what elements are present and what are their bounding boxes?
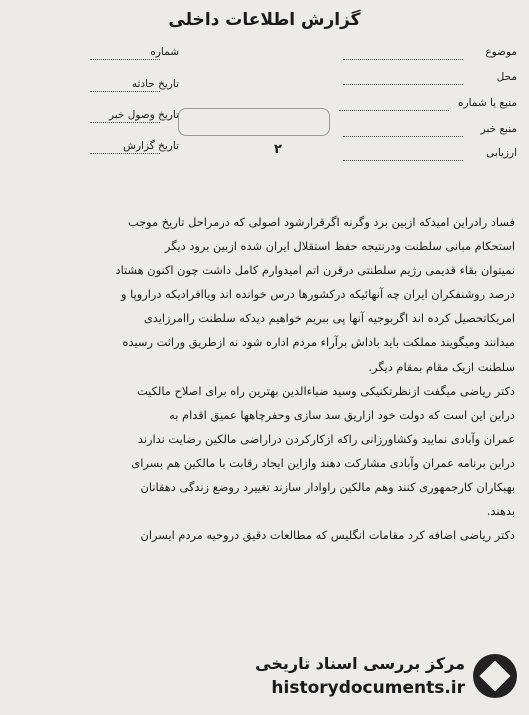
text-line: دکتر ریاضی اضافه کرد مقامات انگلیس که مطالعات دقیق دروحیه مردم ایسران [140, 528, 515, 543]
text-line: دکتر ریاضی میگفت ازنظرتکنیکی وسید ضیاءالدین بهترین راه برای اصلاح مالکیت [136, 383, 515, 398]
text-line: استحکام مبانی سلطنت ودرنتیجه حفظ استقلال ایران شده ازبین برود دیگر [164, 239, 515, 254]
text-line: نمیتوان بقاء قدیمی رژیم سلطنتی درقرن اتم امیدوارم کامل داشت چون اکنون هشتاد [115, 263, 515, 278]
paragraph-3 [15, 523, 515, 547]
page-number: ۲ [274, 142, 282, 157]
text-line: بهبکاران کارجمهوری کنند وهم مالکین راوادار سازند تغییرد روضع زندگی دهقانان [140, 480, 515, 495]
field-subject-line [343, 58, 463, 60]
text-line: دراین برنامه عمران وآبادی مشارکت دهند وازاین ایجاد رقابت با مالکین هم بسرای [131, 455, 515, 470]
watermark-url: historydocuments.ir [271, 678, 465, 698]
watermark [221, 650, 521, 710]
field-evaluation-line [343, 159, 463, 161]
field-received-date-label: تاریخ وصول خبر [108, 109, 179, 121]
text-line: میدانند ومیگویند مملکت باید باداش برآراء مردم اداره شود نه ازطریق وراثت رسیده [122, 335, 515, 350]
paragraph-2 [15, 379, 515, 524]
text-line: درصد روشنفکران ایران چه آنهائیکه درکشورها درس خوانده اند ویاافرادیکه دراروپا و [120, 287, 515, 302]
field-evaluation-label: ارزیابی [486, 147, 517, 159]
text-line: دراین این است که دولت خود ازاریق سد سازی وحفرچاهها عمیق اقدام به [169, 407, 515, 422]
report-body [15, 210, 515, 547]
field-report-date-line [90, 152, 160, 154]
text-line: سلطنت ازیک مقام بمقام دیگر. [368, 359, 515, 374]
redacted-stamp [178, 108, 330, 136]
paragraph-1 [15, 210, 515, 379]
field-subject-label: موضوع [485, 46, 517, 58]
field-location-line [343, 83, 463, 85]
text-line: بدهند. [486, 504, 515, 519]
field-news-source-label: منبع خبر [480, 123, 517, 135]
field-incident-date-label: تاریخ حادثه [131, 78, 179, 90]
field-number-label: شماره [150, 46, 179, 58]
text-line: امریکاتحصیل کرده اند اگربوجیه آنها پی ببریم خواهیم دیدکه سلطنت راامرزایدی [143, 311, 515, 326]
field-number-line [90, 58, 160, 60]
field-source-number-label: منبع یا شماره [458, 97, 517, 109]
field-received-date-line [90, 121, 160, 123]
field-source-number-line [339, 109, 449, 111]
page-title: گزارش اطلاعات داخلی [168, 10, 361, 30]
watermark-title: مرکز بررسی اسناد تاریخی [255, 654, 465, 673]
field-news-source-line [343, 135, 463, 137]
field-incident-date-line [90, 90, 160, 92]
field-location-label: محل [496, 71, 517, 83]
field-report-date-label: تاریخ گزارش [123, 140, 179, 152]
text-line: فساد رادراین امیدکه ازبین برد وگرنه اگرقرارشود اصولی که درمراحل تاریخ موجب [127, 215, 515, 229]
text-line: عمران وآبادی نمایید وکشاورزانی راکه ازکارکردن دراراضی مالکین رضایت ندارند [137, 431, 515, 446]
